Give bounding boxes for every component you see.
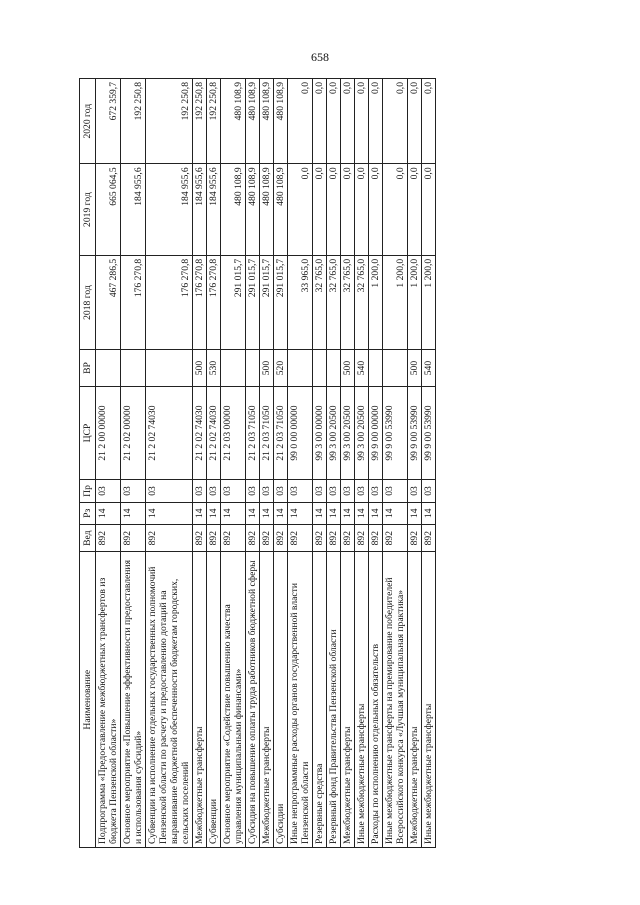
table-cell-2020: 0,0 [341, 79, 355, 164]
table-cell-2019: 0,0 [355, 164, 369, 255]
table-cell-name: Иные межбюджетные трансферты [355, 552, 369, 848]
table-cell-2019: 0,0 [408, 164, 422, 255]
table-cell-rz: 14 [422, 502, 436, 524]
table-cell-csr: 99 9 00 53990 [408, 386, 422, 479]
table-cell-pr: 03 [274, 480, 288, 502]
table-cell-rz: 14 [369, 502, 383, 524]
table-cell-2018: 1 200,0 [383, 255, 408, 349]
table-row [341, 79, 355, 848]
header-vr: ВР [80, 350, 96, 387]
table-cell-vr: 500 [408, 350, 422, 387]
table-cell-pr: 03 [246, 480, 260, 502]
table-cell-vr: 500 [341, 350, 355, 387]
table-row [207, 79, 221, 848]
table-cell-2018: 1 200,0 [369, 255, 383, 349]
table-cell-vr [221, 350, 246, 387]
header-pr: Пр [80, 480, 96, 502]
table-cell-2018: 32 765,0 [355, 255, 369, 349]
table-cell-name: Субсидии [274, 552, 288, 848]
table-cell-vr: 520 [274, 350, 288, 387]
table-cell-2018: 291 015,7 [246, 255, 260, 349]
table-cell-2019: 184 955,6 [193, 164, 207, 255]
table-cell-name: Резервный фонд Правительства Пензенской области [327, 552, 341, 848]
table-cell-2019: 0,0 [313, 164, 327, 255]
table-cell-2019: 0,0 [288, 164, 313, 255]
table-cell-2019: 480 108,9 [221, 164, 246, 255]
table-cell-ved: 892 [383, 524, 408, 551]
header-2019: 2019 год [80, 164, 96, 255]
table-row [246, 79, 260, 848]
table-cell-pr: 03 [288, 480, 313, 502]
table-cell-vr [121, 350, 146, 387]
table-cell-csr: 21 2 03 00000 [221, 386, 246, 479]
page-number: 658 [311, 50, 329, 64]
table-row [260, 79, 274, 848]
table-header-row [80, 79, 96, 848]
table-cell-2019: 0,0 [327, 164, 341, 255]
table-cell-csr: 99 3 00 00000 [313, 386, 327, 479]
table-cell-vr: 540 [422, 350, 436, 387]
table-row [422, 79, 436, 848]
table-cell-csr: 21 2 02 74030 [207, 386, 221, 479]
table-cell-ved: 892 [327, 524, 341, 551]
table-cell-2018: 176 270,8 [146, 255, 193, 349]
header-csr: ЦСР [80, 386, 96, 479]
table-cell-vr [313, 350, 327, 387]
table-cell-2020: 192 250,8 [121, 79, 146, 164]
table-cell-csr: 21 2 00 00000 [96, 386, 121, 479]
table-cell-ved: 892 [422, 524, 436, 551]
table-cell-csr: 21 2 02 74030 [146, 386, 193, 479]
table-row [96, 79, 121, 848]
table-cell-ved: 892 [146, 524, 193, 551]
budget-table [79, 78, 436, 848]
table-row [146, 79, 193, 848]
header-name: Наименование [80, 552, 96, 848]
table-cell-2020: 672 359,7 [96, 79, 121, 164]
table-cell-ved: 892 [221, 524, 246, 551]
table-cell-2018: 1 200,0 [422, 255, 436, 349]
table-cell-csr: 99 9 00 53990 [422, 386, 436, 479]
table-cell-2020: 192 250,8 [146, 79, 193, 164]
table-cell-rz: 14 [327, 502, 341, 524]
table-cell-name: Подпрограмма «Предоставление межбюджетных трансфертов из бюджета Пензенской области» [96, 552, 121, 848]
table-cell-2020: 192 250,8 [207, 79, 221, 164]
table-cell-2019: 0,0 [369, 164, 383, 255]
table-cell-ved: 892 [121, 524, 146, 551]
table-row [193, 79, 207, 848]
table-cell-rz: 14 [96, 502, 121, 524]
table-cell-ved: 892 [288, 524, 313, 551]
table-cell-csr: 99 9 00 00000 [369, 386, 383, 479]
table-cell-rz: 14 [383, 502, 408, 524]
table-cell-2019: 480 108,9 [274, 164, 288, 255]
table-cell-vr [96, 350, 121, 387]
table-cell-pr: 03 [355, 480, 369, 502]
table-cell-csr: 99 3 00 20500 [355, 386, 369, 479]
table-cell-name: Основное мероприятие «Содействие повышению качества управления муниципальными финансами» [221, 552, 246, 848]
table-cell-2018: 32 765,0 [327, 255, 341, 349]
table-cell-2019: 0,0 [383, 164, 408, 255]
table-cell-name: Иные межбюджетные трансферты [422, 552, 436, 848]
table-cell-2018: 291 015,7 [274, 255, 288, 349]
header-2018: 2018 год [80, 255, 96, 349]
table-cell-2019: 0,0 [422, 164, 436, 255]
table-cell-name: Субвенции на исполнение отдельных государственных полномочий Пензенской области по расчету и предоставлению дотаций на выравнивание бюджетной обеспеченности бюджетам городских, сельских поселений [146, 552, 193, 848]
table-cell-rz: 14 [260, 502, 274, 524]
table-cell-2020: 480 108,9 [246, 79, 260, 164]
table-cell-rz: 14 [313, 502, 327, 524]
header-rz: Рз [80, 502, 96, 524]
table-cell-rz: 14 [121, 502, 146, 524]
table-cell-pr: 03 [422, 480, 436, 502]
table-cell-csr: 21 2 03 71050 [274, 386, 288, 479]
table-cell-pr: 03 [341, 480, 355, 502]
table-row [327, 79, 341, 848]
table-cell-pr: 03 [146, 480, 193, 502]
table-cell-2020: 0,0 [288, 79, 313, 164]
table-cell-2019: 184 955,6 [121, 164, 146, 255]
table-row [383, 79, 408, 848]
table-cell-csr: 99 3 00 20500 [327, 386, 341, 479]
table-cell-ved: 892 [274, 524, 288, 551]
table-cell-vr: 500 [260, 350, 274, 387]
table-cell-ved: 892 [355, 524, 369, 551]
table-cell-name: Межбюджетные трансферты [193, 552, 207, 848]
table-cell-rz: 14 [193, 502, 207, 524]
table-cell-2018: 176 270,8 [121, 255, 146, 349]
table-cell-rz: 14 [288, 502, 313, 524]
table-cell-name: Расходы по исполнению отдельных обязательств [369, 552, 383, 848]
table-cell-2018: 32 765,0 [313, 255, 327, 349]
table-cell-name: Субсидия на повышение оплаты труда работников бюджетной сферы [246, 552, 260, 848]
table-cell-ved: 892 [341, 524, 355, 551]
table-cell-ved: 892 [260, 524, 274, 551]
table-cell-pr: 03 [408, 480, 422, 502]
table-cell-rz: 14 [221, 502, 246, 524]
table-cell-2019: 480 108,9 [260, 164, 274, 255]
table-cell-rz: 14 [246, 502, 260, 524]
table-cell-rz: 14 [207, 502, 221, 524]
table-row [369, 79, 383, 848]
table-cell-2018: 176 270,8 [207, 255, 221, 349]
table-cell-name: Межбюджетные трансферты [260, 552, 274, 848]
table-cell-ved: 892 [246, 524, 260, 551]
table-cell-pr: 03 [96, 480, 121, 502]
table-cell-2018: 33 965,0 [288, 255, 313, 349]
table-cell-rz: 14 [408, 502, 422, 524]
table-row [121, 79, 146, 848]
table-cell-name: Субвенции [207, 552, 221, 848]
table-cell-pr: 03 [383, 480, 408, 502]
table-cell-ved: 892 [96, 524, 121, 551]
table-cell-pr: 03 [221, 480, 246, 502]
table-cell-csr: 21 2 03 71050 [260, 386, 274, 479]
table-cell-name: Резервные средства [313, 552, 327, 848]
table-cell-2018: 291 015,7 [260, 255, 274, 349]
table-cell-csr: 99 9 00 53990 [383, 386, 408, 479]
table-cell-2019: 480 108,9 [246, 164, 260, 255]
table-cell-pr: 03 [207, 480, 221, 502]
table-cell-vr [146, 350, 193, 387]
table-cell-2020: 0,0 [369, 79, 383, 164]
table-cell-csr: 99 0 00 00000 [288, 386, 313, 479]
table-cell-ved: 892 [193, 524, 207, 551]
table-cell-2018: 176 270,8 [193, 255, 207, 349]
table-cell-name: Межбюджетные трансферты [408, 552, 422, 848]
table-cell-vr [369, 350, 383, 387]
table-cell-ved: 892 [369, 524, 383, 551]
table-cell-pr: 03 [121, 480, 146, 502]
table-cell-rz: 14 [355, 502, 369, 524]
header-2020: 2020 год [80, 79, 96, 164]
table-cell-rz: 14 [274, 502, 288, 524]
table-cell-2020: 0,0 [422, 79, 436, 164]
table-cell-2019: 184 955,6 [146, 164, 193, 255]
table-cell-2020: 480 108,9 [260, 79, 274, 164]
table-row [221, 79, 246, 848]
table-cell-vr [383, 350, 408, 387]
table-cell-2020: 0,0 [313, 79, 327, 164]
table-row [274, 79, 288, 848]
table-cell-csr: 21 2 02 00000 [121, 386, 146, 479]
table-cell-pr: 03 [260, 480, 274, 502]
table-cell-ved: 892 [207, 524, 221, 551]
table-cell-csr: 21 2 02 74030 [193, 386, 207, 479]
table-cell-vr [246, 350, 260, 387]
table-cell-rz: 14 [146, 502, 193, 524]
table-cell-pr: 03 [193, 480, 207, 502]
table-cell-2020: 192 250,8 [193, 79, 207, 164]
table-cell-csr: 21 2 03 71050 [246, 386, 260, 479]
table-cell-2020: 0,0 [355, 79, 369, 164]
table-cell-2020: 480 108,9 [274, 79, 288, 164]
table-cell-vr [327, 350, 341, 387]
table-cell-2019: 0,0 [341, 164, 355, 255]
table-cell-2018: 291 015,7 [221, 255, 246, 349]
header-ved: Вед [80, 524, 96, 551]
table-cell-vr: 500 [193, 350, 207, 387]
rotated-table-container [79, 78, 539, 848]
table-cell-2020: 480 108,9 [221, 79, 246, 164]
table-cell-ved: 892 [408, 524, 422, 551]
table-cell-2018: 1 200,0 [408, 255, 422, 349]
table-cell-vr: 530 [207, 350, 221, 387]
table-cell-name: Основное мероприятие «Повышение эффективности предоставления и использования субсидий» [121, 552, 146, 848]
table-cell-2020: 0,0 [383, 79, 408, 164]
table-cell-2018: 467 286,5 [96, 255, 121, 349]
table-cell-2019: 184 955,6 [207, 164, 221, 255]
table-cell-vr: 540 [355, 350, 369, 387]
table-cell-2020: 0,0 [408, 79, 422, 164]
table-row [355, 79, 369, 848]
table-row [313, 79, 327, 848]
table-cell-pr: 03 [313, 480, 327, 502]
table-cell-rz: 14 [341, 502, 355, 524]
table-cell-name: Иные межбюджетные трансферты на премирование победителей Всероссийского конкурса «Лучшая муниципальная практика» [383, 552, 408, 848]
table-cell-ved: 892 [313, 524, 327, 551]
table-cell-csr: 99 3 00 20500 [341, 386, 355, 479]
table-cell-pr: 03 [369, 480, 383, 502]
table-row [288, 79, 313, 848]
table-cell-name: Межбюджетные трансферты [341, 552, 355, 848]
table-cell-2020: 0,0 [327, 79, 341, 164]
table-cell-vr [288, 350, 313, 387]
table-row [408, 79, 422, 848]
table-cell-2018: 32 765,0 [341, 255, 355, 349]
table-cell-name: Иные непрограммные расходы органов государственной власти Пензенской области [288, 552, 313, 848]
table-cell-2019: 665 064,5 [96, 164, 121, 255]
table-cell-pr: 03 [327, 480, 341, 502]
